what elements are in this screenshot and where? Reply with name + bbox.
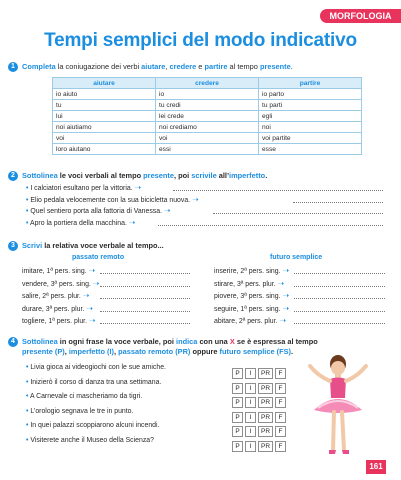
answer-line[interactable] (294, 311, 385, 312)
verb-prompt-right (214, 304, 289, 315)
instruction-segment: credere (169, 62, 197, 71)
instruction-segment: al tempo (227, 62, 260, 71)
instruction-segment: presente (143, 171, 174, 180)
instruction-segment: futuro semplice (FS) (219, 347, 291, 356)
tense-checkbox-pr[interactable]: PR (258, 397, 273, 408)
sentence-text: I calciatori esultano per la vittoria. (30, 185, 133, 192)
verb-prompt-right (214, 291, 289, 302)
sentence-line (26, 421, 159, 431)
verb-prompt-text: durare, 3ª pers. plur. (22, 305, 85, 313)
instruction-segment: Scrivi (22, 241, 43, 250)
ex2-instruction (22, 170, 267, 181)
verb-prompt-text: abitare, 2ª pers. plur. (214, 318, 278, 325)
exercise-number-3: 3 (8, 241, 18, 251)
tense-checkbox-p[interactable]: P (232, 412, 243, 423)
sentence-line (26, 195, 199, 206)
table-cell[interactable]: lui (53, 111, 156, 122)
bullet-icon: • (26, 407, 29, 415)
answer-line[interactable] (213, 213, 383, 214)
sentence-line (26, 206, 171, 217)
tense-checkbox-i[interactable]: I (245, 397, 256, 408)
table-row (53, 89, 362, 100)
arrow-icon: ➝ (282, 266, 290, 275)
tense-checkbox-f[interactable]: F (275, 383, 286, 394)
sentence-line (26, 436, 154, 446)
answer-line[interactable] (100, 298, 190, 299)
instruction-segment: . (291, 347, 294, 356)
instruction-segment: imperfetto (I) (68, 347, 114, 356)
sentence-text: Inizierò il corso di danza tra una settimana. (30, 378, 162, 386)
sentence-text: L’orologio segnava le tre in punto. (30, 407, 134, 415)
tense-checkbox-i[interactable]: I (245, 412, 256, 423)
instruction-segment: presente (P) (22, 347, 65, 356)
sentence-text: Apro la portiera della macchina. (29, 219, 127, 227)
answer-line[interactable] (158, 225, 383, 226)
tense-checkbox-p[interactable]: P (232, 368, 243, 379)
table-cell[interactable]: lei crede (156, 111, 259, 122)
bullet-icon: • (26, 364, 29, 371)
bullet-icon: • (26, 185, 29, 192)
verb-prompt-left (22, 304, 93, 315)
tense-checkbox-i[interactable]: I (245, 441, 256, 452)
table-cell[interactable]: voi (53, 133, 156, 144)
arrow-icon: ➝ (92, 278, 100, 288)
tense-checkbox-pr[interactable]: PR (258, 426, 273, 437)
answer-line[interactable] (294, 298, 385, 299)
table-row (53, 144, 362, 155)
sentence-text: Elio pedala velocemente con la sua bicicletta nuova. (30, 196, 191, 204)
bullet-icon: • (26, 196, 29, 204)
tense-checkbox-pr[interactable]: PR (258, 383, 273, 394)
bullet-icon: • (26, 393, 29, 400)
conjugation-table (52, 77, 362, 155)
table-cell[interactable]: noi crediamo (156, 122, 259, 133)
column-header-passato-remoto: passato remoto (72, 254, 125, 261)
tense-checkbox-f[interactable]: F (275, 368, 286, 379)
instruction-segment: passato remoto (PR) (118, 347, 191, 356)
instruction-segment: , (165, 62, 170, 71)
verb-prompt-left (22, 316, 96, 327)
tense-checkbox-p[interactable]: P (232, 397, 243, 408)
arrow-icon: ➝ (282, 291, 290, 300)
instruction-segment: partire (204, 62, 228, 71)
instruction-segment: Sottolinea (22, 171, 58, 180)
table-cell[interactable]: io aiuto (53, 89, 156, 100)
arrow-icon: ➝ (88, 266, 96, 275)
verb-prompt-text: piovere, 3ª pers. sing. (214, 293, 281, 300)
sentence-text: In quei palazzi scoppiarono alcuni incendi. (30, 422, 160, 429)
table-row (53, 100, 362, 111)
verb-prompt-text: seguire, 1ª pers. sing. (214, 305, 281, 313)
exercise-number-1: 1 (8, 62, 18, 72)
sentence-line (26, 392, 142, 402)
tense-checkbox-group (230, 435, 286, 453)
table-cell[interactable]: tu parti (259, 100, 362, 111)
answer-line[interactable] (100, 311, 190, 312)
instruction-segment: all’ (216, 171, 230, 180)
table-cell[interactable]: voi partite (259, 133, 362, 144)
bullet-icon: • (26, 378, 29, 386)
verb-prompt-text: inserire, 2ª pers. sing. (214, 268, 281, 275)
table-cell[interactable]: essi (156, 144, 259, 155)
verb-prompt-text: togliere, 1ª pers. plur. (22, 318, 87, 325)
answer-line[interactable] (293, 202, 383, 203)
verb-prompt-right (214, 316, 286, 327)
arrow-icon: ➝ (277, 278, 285, 288)
instruction-segment: aiutare (141, 62, 166, 71)
tense-checkbox-p[interactable]: P (232, 426, 243, 437)
bullet-icon: • (26, 219, 29, 227)
bullet-icon: • (26, 422, 29, 429)
verb-prompt-text: stirare, 3ª pers. plur. (214, 280, 276, 288)
instruction-segment: indica (176, 337, 198, 346)
answer-line[interactable] (100, 273, 190, 274)
sentence-line (26, 363, 166, 373)
arrow-icon: ➝ (82, 291, 90, 300)
answer-line[interactable] (100, 286, 190, 287)
answer-line[interactable] (294, 323, 385, 324)
answer-line[interactable] (100, 323, 190, 324)
verb-prompt-left (22, 279, 99, 290)
table-cell[interactable]: voi (156, 133, 259, 144)
page-title: Tempi semplici del modo indicativo (44, 30, 357, 51)
instruction-segment: imperfetto (229, 171, 266, 180)
exercise-number-4: 4 (8, 337, 18, 347)
ex4-instruction-line2 (22, 346, 293, 357)
instruction-segment: e (196, 62, 205, 71)
tense-checkbox-f[interactable]: F (275, 426, 286, 437)
tense-checkbox-f[interactable]: F (275, 412, 286, 423)
tense-checkbox-f[interactable]: F (275, 397, 286, 408)
answer-line[interactable] (294, 273, 385, 274)
tense-checkbox-f[interactable]: F (275, 441, 286, 452)
bullet-icon: • (26, 436, 29, 444)
table-cell[interactable]: io parto (259, 89, 362, 100)
verb-prompt-text: vendere, 3ª pers. sing. (22, 280, 91, 288)
answer-line[interactable] (294, 286, 385, 287)
sentence-text: Quel sentiero porta alla fattoria di Vanessa. (30, 208, 162, 215)
table-cell[interactable]: io (156, 89, 259, 100)
sentence-line (26, 407, 133, 417)
verb-prompt-text: salire, 2ª pers. plur. (22, 293, 81, 300)
verb-prompt-left (22, 266, 95, 277)
instruction-segment: oppure (190, 347, 220, 356)
instruction-segment: . (265, 171, 268, 180)
verb-prompt-right (214, 279, 284, 290)
tense-checkbox-i[interactable]: I (245, 426, 256, 437)
arrow-icon: ➝ (192, 194, 199, 204)
instruction-segment: presente (259, 62, 291, 71)
instruction-segment: , poi (173, 171, 192, 180)
ballerina-illustration (300, 350, 380, 460)
table-cell[interactable]: tu credi (156, 100, 259, 111)
tense-checkbox-pr[interactable]: PR (258, 412, 273, 423)
instruction-segment: scrivile (191, 171, 217, 180)
table-row (53, 133, 362, 144)
table-cell[interactable]: esse (259, 144, 362, 155)
arrow-icon: ➝ (134, 183, 142, 192)
instruction-segment: se è espressa al tempo (234, 337, 318, 346)
arrow-icon: ➝ (282, 303, 290, 313)
instruction-segment: la coniugazione dei verbi (55, 62, 142, 71)
instruction-segment: . (290, 62, 293, 71)
instruction-segment: X (229, 337, 235, 346)
table-cell[interactable]: egli (259, 111, 362, 122)
sentence-text: Livia gioca ai videogiochi con le sue amiche. (30, 364, 166, 371)
table-header-credere: credere (156, 78, 259, 89)
instruction-segment: con una (197, 337, 230, 346)
sentence-line (26, 183, 141, 194)
table-cell[interactable]: noi aiutiamo (53, 122, 156, 133)
instruction-segment: , (64, 347, 69, 356)
arrow-icon: ➝ (279, 316, 287, 325)
table-header-aiutare: aiutare (53, 78, 156, 89)
arrow-icon: ➝ (163, 206, 171, 215)
tense-checkbox-p[interactable]: P (232, 383, 243, 394)
verb-prompt-left (22, 291, 89, 302)
tense-checkbox-p[interactable]: P (232, 441, 243, 452)
tense-checkbox-pr[interactable]: PR (258, 368, 273, 379)
sentence-line (26, 218, 136, 229)
arrow-icon: ➝ (88, 316, 96, 325)
tense-checkbox-pr[interactable]: PR (258, 441, 273, 452)
instruction-segment: la relativa voce verbale al tempo... (42, 241, 164, 250)
sentence-line (26, 378, 161, 388)
table-cell[interactable]: tu (53, 100, 156, 111)
table-row (53, 122, 362, 133)
verb-prompt-right (214, 266, 289, 277)
instruction-segment: , (114, 347, 119, 356)
ex1-instruction (22, 61, 293, 72)
table-cell[interactable]: loro aiutano (53, 144, 156, 155)
table-cell[interactable]: noi (259, 122, 362, 133)
instruction-segment: in ogni frase la voce verbale, poi (57, 337, 177, 346)
column-header-futuro-semplice: futuro semplice (270, 254, 323, 261)
table-header-partire: partire (259, 78, 362, 89)
ex3-instruction (22, 240, 164, 251)
page-number: 161 (366, 460, 386, 474)
bullet-icon: • (26, 208, 29, 215)
sentence-text: Visiterete anche il Museo della Scienza? (30, 436, 154, 444)
instruction-segment: Sottolinea (22, 337, 58, 346)
tense-checkbox-i[interactable]: I (245, 368, 256, 379)
instruction-segment: le voci verbali al tempo (57, 171, 144, 180)
section-tab: MORFOLOGIA (320, 9, 401, 23)
verb-prompt-text: imitare, 1ª pers. sing. (22, 268, 87, 275)
arrow-icon: ➝ (86, 303, 93, 313)
sentence-text: A Carnevale ci mascheriamo da tigri. (29, 393, 143, 400)
arrow-icon: ➝ (128, 217, 136, 227)
instruction-segment: Completa (22, 62, 56, 71)
table-row (53, 111, 362, 122)
tense-checkbox-i[interactable]: I (245, 383, 256, 394)
exercise-number-2: 2 (8, 171, 18, 181)
answer-line[interactable] (173, 190, 383, 191)
